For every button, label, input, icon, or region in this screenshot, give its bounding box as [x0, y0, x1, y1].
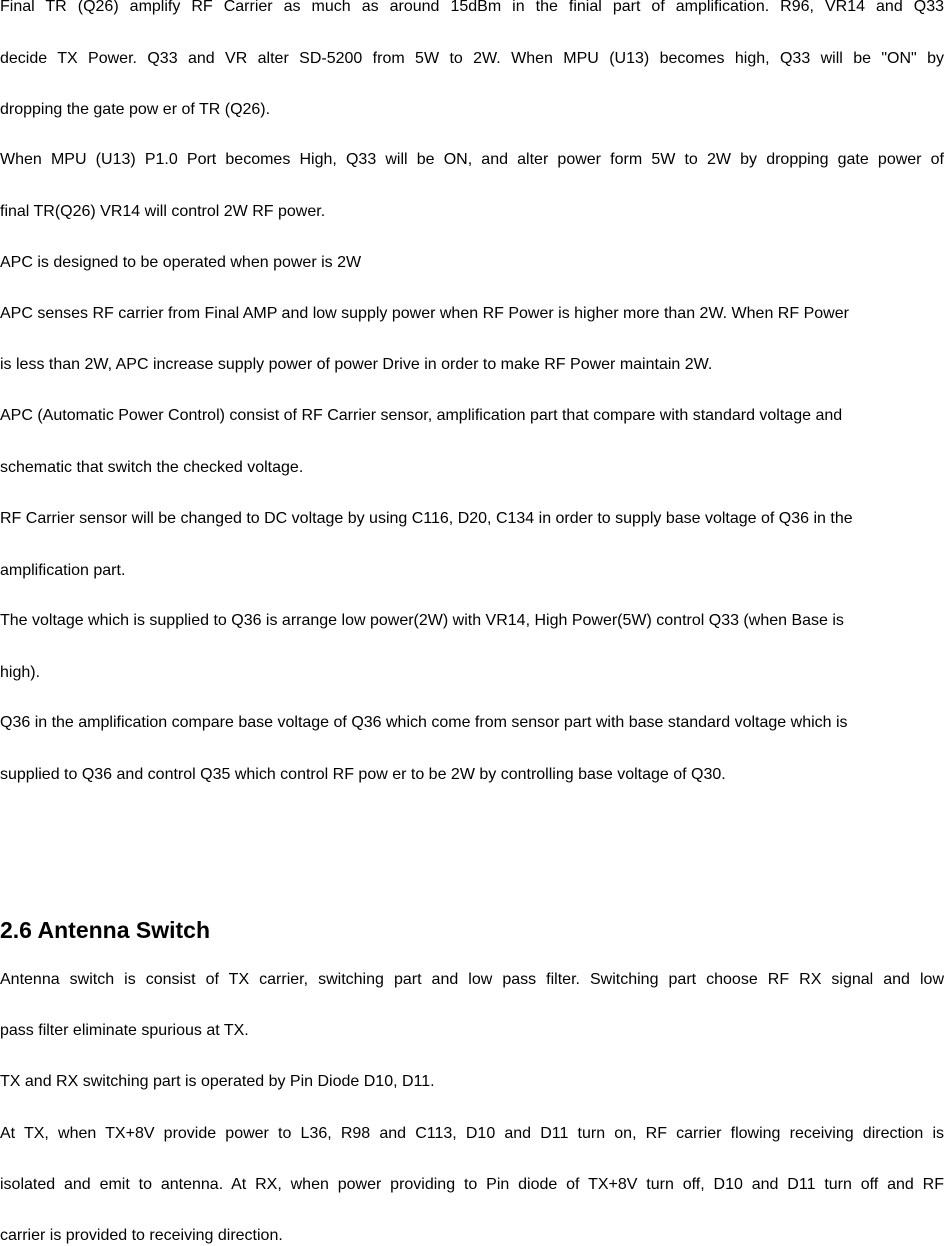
paragraph-line: pass filter eliminate spurious at TX. [0, 1022, 249, 1039]
paragraph-line: APC (Automatic Power Control) consist of RF Carrier sensor, amplification part that compare with standard voltage and [0, 407, 843, 424]
paragraph-line: Final TR (Q26) amplify RF Carrier as much as around 15dBm in the finial part of amplification. R96, VR14 and Q33 [0, 0, 944, 15]
paragraph-line: isolated and emit to antenna. At RX, when power providing to Pin diode of TX+8V turn off, D10 and D11 turn off and RF [0, 1176, 944, 1193]
paragraph-line: When MPU (U13) P1.0 Port becomes High, Q33 will be ON, and alter power form 5W to 2W by dropping gate power of [0, 151, 944, 168]
paragraph-line: The voltage which is supplied to Q36 is arrange low power(2W) with VR14, High Power(5W) control Q33 (when Base is [0, 612, 844, 629]
paragraph-line: schematic that switch the checked voltage. [0, 459, 304, 476]
paragraph-line: is less than 2W, APC increase supply power of power Drive in order to make RF Power maintain 2W. [0, 356, 713, 373]
paragraph-line: APC is designed to be operated when power is 2W [0, 254, 362, 271]
paragraph-line: At TX, when TX+8V provide power to L36, R98 and C113, D10 and D11 turn on, RF carrier flowing receiving direction is [0, 1125, 944, 1142]
paragraph-line: decide TX Power. Q33 and VR alter SD-5200 from 5W to 2W. When MPU (U13) becomes high, Q33 will be "ON" by [0, 50, 944, 67]
paragraph-line: amplification part. [0, 562, 126, 579]
paragraph-line: high). [0, 664, 41, 681]
paragraph-line: final TR(Q26) VR14 will control 2W RF power. [0, 203, 326, 220]
paragraph-line: Antenna switch is consist of TX carrier, switching part and low pass filter. Switching part choose RF RX signal and low [0, 971, 944, 988]
paragraph-line: RF Carrier sensor will be changed to DC voltage by using C116, D20, C134 in order to supply base voltage of Q36 in the [0, 510, 853, 527]
paragraph-line: TX and RX switching part is operated by Pin Diode D10, D11. [0, 1073, 435, 1090]
paragraph-line: Q36 in the amplification compare base voltage of Q36 which come from sensor part with base standard voltage which is [0, 714, 848, 731]
paragraph-line: APC senses RF carrier from Final AMP and low supply power when RF Power is higher more than 2W. When RF Power [0, 305, 849, 322]
paragraph-line: carrier is provided to receiving direction. [0, 1227, 283, 1244]
section-heading: 2.6 Antenna Switch [0, 917, 211, 943]
paragraph-line: dropping the gate pow er of TR (Q26). [0, 101, 271, 118]
paragraph-line: supplied to Q36 and control Q35 which control RF pow er to be 2W by controlling base voltage of Q30. [0, 766, 726, 783]
